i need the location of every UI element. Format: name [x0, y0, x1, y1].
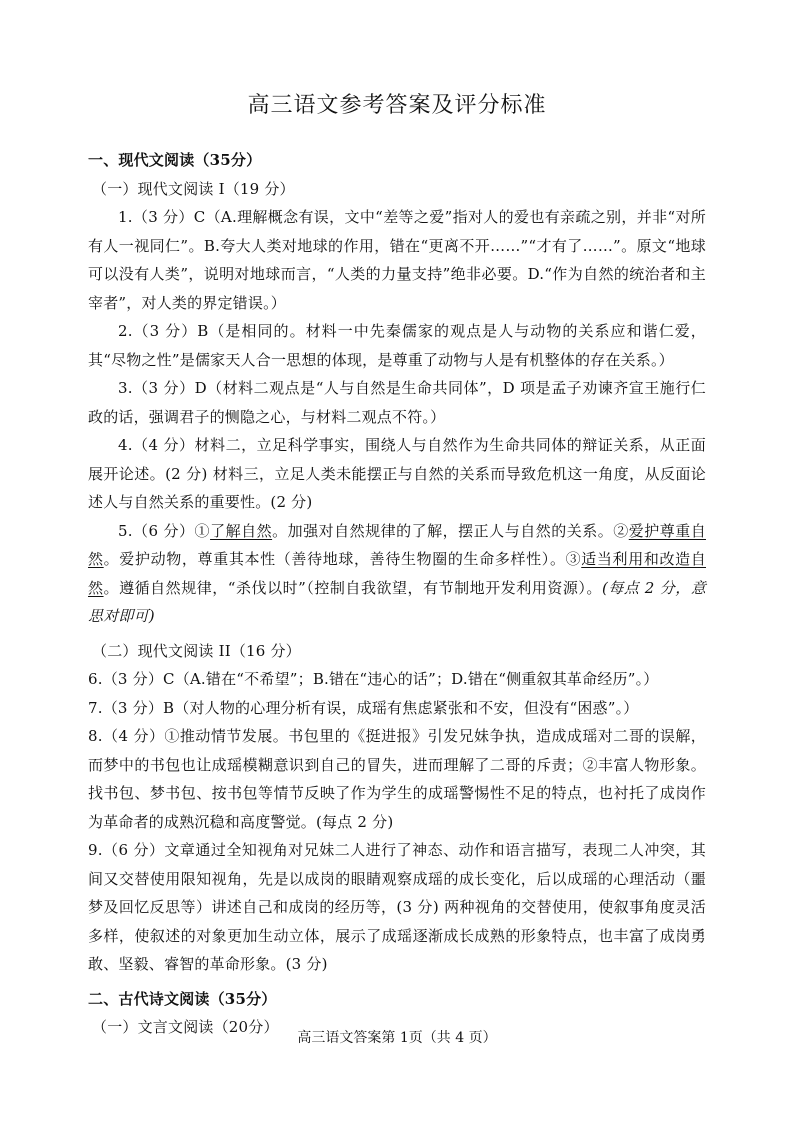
section-heading-classical-reading: 二、古代诗文阅读（35分）: [88, 989, 277, 1008]
answer-q2: 2.（3 分）B（是相同的。材料一中先秦儒家的观点是人与动物的关系应和谐仁爱，其“尽物之性”是儒家天人合一思想的体现，是尊重了动物与人是有机整体的存在关系。）: [88, 322, 706, 369]
answer-q5: 5.（6 分）①了解自然。加强对自然规律的了解，摆正人与自然的关系。②爱护尊重自然。爱护动物，尊重其本性（善待地球，善待生物圈的生命多样性）。③适当利用和改造自然。遵循自然规律，“杀伐以时”（控制自我欲望，有节制地开发利用资源）。(每点 2 分，意思对即可): [88, 521, 707, 625]
section-heading-modern-reading: 一、现代文阅读（35分）: [88, 151, 262, 169]
answer-q1: 1.（3 分）C（A.理解概念有误，文中“差等之爱”指对人的爱也有亲疏之别，并非“对所有人一视同仁”。B.夸大人类对地球的作用，错在“更离不开……”“才有了……”。原文“地球可以没有人类”，说明对地球而言，“人类的力量支持”绝非必要。D.“作为自然的统治者和主宰者”，对人类的界定错误。）: [88, 208, 706, 312]
keypoint-respect-nature: 爱护尊重自然: [88, 521, 706, 568]
subsection-heading-modern-reading-1: （一）现代文阅读 I（19 分）: [92, 179, 295, 198]
page-footer: 高三语文答案第 1页（共 4 页）: [297, 1030, 497, 1046]
subsection-heading-modern-reading-2: （二）现代文阅读 II（16 分）: [92, 641, 301, 660]
answer-q8: 8.（4 分）①推动情节发展。书包里的《挺进报》引发兄妹争执，造成成瑶对二哥的误解，而梦中的书包也让成瑶模糊意识到自己的冒失，进而理解了二哥的斥责；②丰富人物形象。找书包、梦书包、按书包等情节反映了作为学生的成瑶警惕性不足的特点，也衬托了成岗作为革命者的成熟沉稳和高度警觉。(每点 2 分): [88, 727, 706, 831]
keypoint-understand-nature: 了解自然: [210, 521, 273, 540]
answer-q9: 9.（6 分）文章通过全知视角对兄妹二人进行了神态、动作和语言描写，表现二人冲突，其间又交替使用限知视角，先是以成岗的眼睛观察成瑶的成长变化，后以成瑶的心理活动（噩梦及回忆反思等）讲述自己和成岗的经历等，(3 分) 两种视角的交替使用，使叙事角度灵活多样，使叙述的对象更加生动立体，展示了成瑶逐渐成长成熟的形象特点，也丰富了成岗勇敢、坚毅、睿智的革命形象。(3 分): [88, 841, 706, 973]
answer-q3: 3.（3 分）D（材料二观点是“人与自然是生命共同体”，D 项是孟子劝谏齐宣王施行仁政的话，强调君子的恻隐之心，与材料二观点不符。）: [88, 379, 706, 426]
page-title: 高三语文参考答案及评分标准: [247, 93, 547, 118]
answer-q7: 7.（3 分）B（对人物的心理分析有误，成瑶有焦虑紧张和不安，但没有“困惑”。）: [88, 698, 639, 717]
scoring-note: (每点 2 分，意思对即可): [88, 578, 707, 625]
answer-q4: 4.（4 分）材料二，立足科学事实，围绕人与自然作为生命共同体的辩证关系，从正面展开论述。(2 分) 材料三，立足人类未能摆正与自然的关系而导致危机这一角度，从反面论述人与自然关系的重要性。(2 分): [88, 436, 706, 511]
subsection-heading-classical-prose: （一）文言文阅读（20分）: [92, 1018, 279, 1036]
keypoint-use-nature: 适当利用和改造自然: [88, 550, 706, 597]
answer-q6: 6.（3 分）C（A.错在“不希望”；B.错在“违心的话”；D.错在“侧重叙其革命经历”。）: [88, 670, 659, 688]
document-body: [88, 146, 706, 1042]
